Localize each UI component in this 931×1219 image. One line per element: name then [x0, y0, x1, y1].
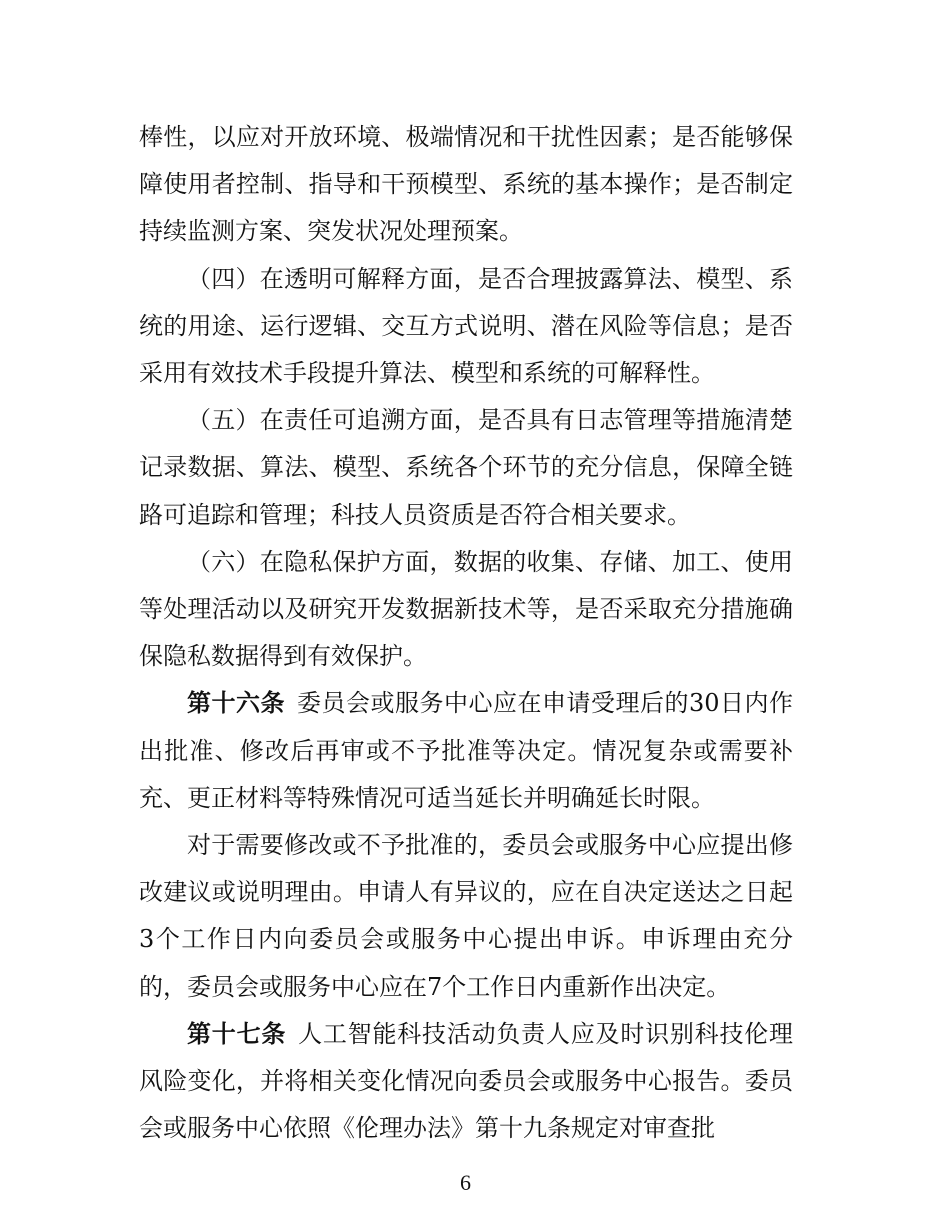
paragraph-item-6-privacy	[139, 539, 793, 681]
paragraph-text: 对于需要修改或不予批准的，委员会或服务中心应提出修改建议或说明理由。申请人有异议的，应在自决定送达之日起3个工作日内向委员会或服务中心提出申诉。申诉理由充分的，委员会或服务中心应在7个工作日内重新作出决定。	[139, 831, 793, 1001]
paragraph-text: 人工智能科技活动负责人应及时识别科技伦理风险变化，并将相关变化情况向委员会或服务中心报告。委员会或服务中心依照《伦理办法》第十九条规定对审查批	[139, 1019, 794, 1143]
article-heading: 第十七条	[187, 1019, 287, 1048]
article-17	[139, 1011, 793, 1153]
paragraph-text: 委员会或服务中心应在申请受理后的30日内作出批准、修改后再审或不予批准等决定。情况复杂或需要补充、更正材料等特殊情况可适当延长并明确延长时限。	[139, 689, 793, 812]
page-number: 6	[460, 1170, 471, 1195]
paragraph-text: 棒性，以应对开放环境、极端情况和干扰性因素；是否能够保障使用者控制、指导和干预模型、系统的基本操作；是否制定持续监测方案、突发状况处理预案。	[139, 123, 793, 246]
paragraph-text: （四）在透明可解释方面，是否合理披露算法、模型、系统的用途、运行逻辑、交互方式说明、潜在风险等信息；是否采用有效技术手段提升算法、模型和系统的可解释性。	[139, 264, 793, 388]
article-16	[139, 680, 793, 822]
article-16-paragraph-2	[139, 822, 793, 1011]
paragraph-item-4-transparency	[139, 256, 793, 398]
paragraph-text: （五）在责任可追溯方面，是否具有日志管理等措施清楚记录数据、算法、模型、系统各个环节的充分信息，保障全链路可追踪和管理；科技人员资质是否符合相关要求。	[139, 406, 793, 529]
paragraph-text: （六）在隐私保护方面，数据的收集、存储、加工、使用等处理活动以及研究开发数据新技术等，是否采取充分措施确保隐私数据得到有效保护。	[139, 547, 793, 671]
paragraph-item-5-accountability	[139, 397, 793, 539]
paragraph-continuation	[139, 114, 793, 256]
document-body	[139, 114, 793, 1152]
article-heading: 第十六条	[187, 689, 285, 718]
